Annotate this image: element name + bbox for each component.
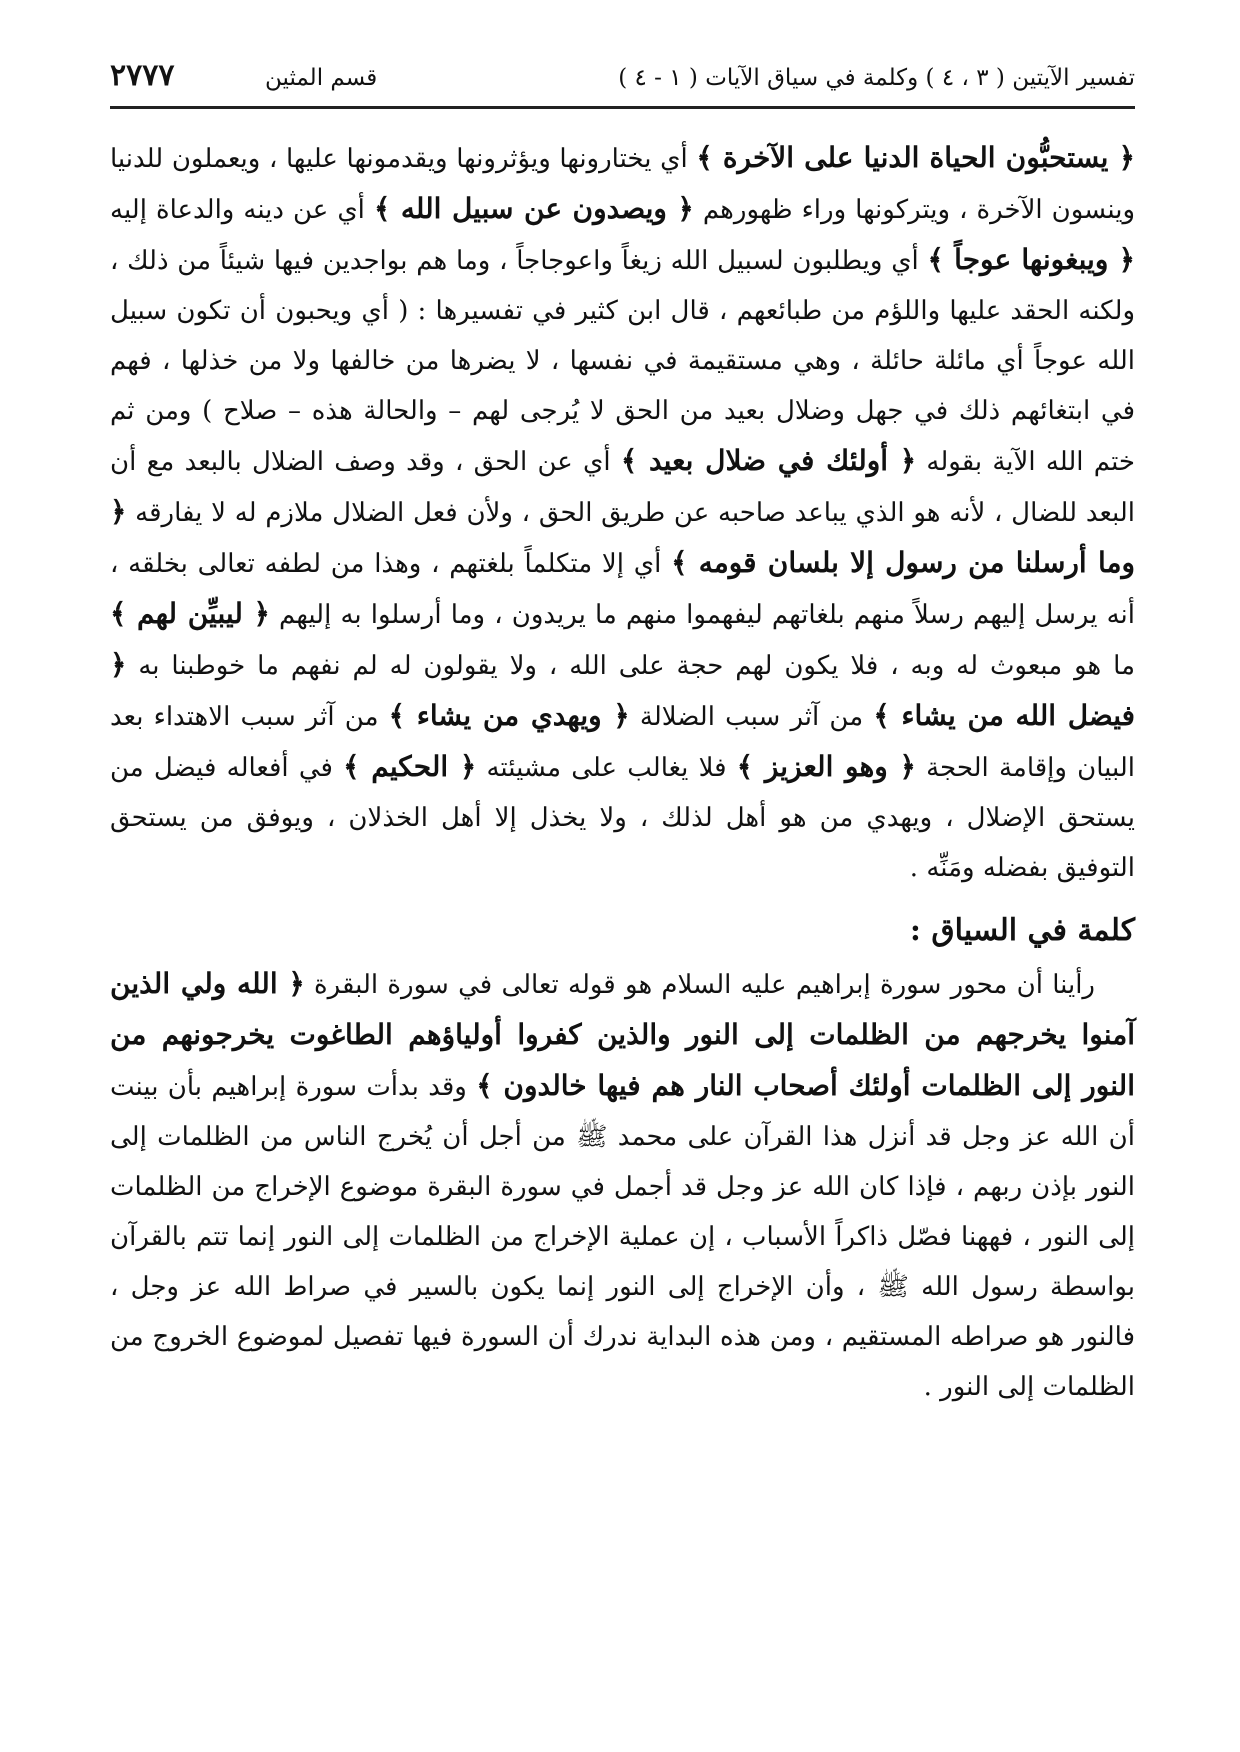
commentary-text: أي عن دينه والدعاة إليه <box>110 195 374 225</box>
commentary-text: أي عن الحق ، وقد وصف الضلال بالبعد مع أن البعد للضال ، لأنه هو الذي يباعد صاحبه عن طريق الحق ، ولأن فعل الضلال ملازم له لا يفارقه <box>110 447 1135 528</box>
commentary-text: رأينا أن محور سورة إبراهيم عليه السلام هو قوله تعالى في سورة البقرة <box>304 970 1095 1000</box>
quran-quote: ﴿ وما أرسلنا من رسول إلا بلسان قومه ﴾ <box>110 495 1135 579</box>
quran-quote: ﴿ ويصدون عن سبيل الله ﴾ <box>373 192 694 225</box>
quran-quote: ﴿ ليبيِّن لهم ﴾ <box>110 597 270 630</box>
commentary-text: فلا يغالب على مشيئته <box>476 753 737 783</box>
quran-quote: ﴿ أولئك في ضلال بعيد ﴾ <box>620 444 917 477</box>
quran-quote: ﴿ الله ولي الذين آمنوا يخرجهم من الظلمات إلى النور والذين كفروا أولياؤهم الطاغوت يخرجونهم من النور إلى الظلمات أولئك أصحاب النار هم فيها خالدون ﴾ <box>110 967 1135 1102</box>
quran-quote: ﴿ ويهدي من يشاء ﴾ <box>388 699 630 732</box>
header-title: تفسير الآيتين ( ٣ ، ٤ ) وكلمة في سياق الآيات ( ١ - ٤ ) <box>618 65 1135 91</box>
quran-quote: ﴿ فيضل الله من يشاء ﴾ <box>110 648 1136 732</box>
header-section: قسم المثين <box>265 65 378 91</box>
commentary-text: في أفعاله فيضل من يستحق الإضلال ، ويهدي من هو أهل لذلك ، ولا يخذل إلا أهل الخذلان ، ويوفق من يستحق التوفيق بفضله ومَنِّه . <box>110 753 1135 883</box>
header-divider <box>110 106 1135 109</box>
page-number: ٢٧٧٧ <box>110 58 175 93</box>
paragraph-tafsir <box>110 133 1135 893</box>
commentary-text: من آثر سبب الاهتداء بعد البيان وإقامة الحجة <box>110 702 1135 783</box>
commentary-text: وقد بدأت سورة إبراهيم بأن بينت أن الله عز وجل قد أنزل هذا القرآن على محمد ﷺ من أجل أن يُخرج الناس من الظلمات إلى النور بإذن ربهم ، فإذا كان الله عز وجل قد أجمل في سورة البقرة موضوع الإخراج من الظلمات إلى النور ، فههنا فصّل ذاكراً الأسباب ، إن عملية الإخراج من الظلمات إلى النور إنما تتم بالقرآن بواسطة رسول الله ﷺ ، وأن الإخراج إلى النور إنما يكون بالسير في صراط الله عز وجل ، فالنور هو صراطه المستقيم ، ومن هذه البداية ندرك أن السورة فيها تفصيل لموضوع الخروج من الظلمات إلى النور . <box>110 1072 1135 1402</box>
quran-quote: ﴿ وهو العزيز ﴾ <box>736 750 916 783</box>
body-text <box>110 133 1135 1412</box>
section-heading: كلمة في السياق : <box>909 913 1135 948</box>
commentary-text: أي ويطلبون لسبيل الله زيغاً واعوجاجاً ، وما هم بواجدين فيها شيئاً من ذلك ، ولكنه الحقد عليها واللؤم من طبائعهم ، قال ابن كثير في تفسيرها : ( أي ويحبون أن تكون سبيل الله عوجاً أي مائلة حائلة ، وهي مستقيمة في نفسها ، لا يضرها من خالفها ولا من خذلها ، فهم في ابتغائهم ذلك في جهل وضلال بعيد من الحق لا يُرجى لهم – والحالة هذه – صلاح ) ومن ثم ختم الله الآية بقوله <box>110 246 1135 477</box>
quran-quote: ﴿ الحكيم ﴾ <box>343 750 477 783</box>
commentary-text: أي إلا متكلماً بلغتهم ، وهذا من لطفه تعالى بخلقه ، أنه يرسل إليهم رسلاً منهم بلغاتهم ليفهموا منهم ما يريدون ، وما أرسلوا به إليهم <box>110 549 1135 630</box>
paragraph-context <box>110 959 1135 1412</box>
quran-quote: ﴿ يستحبُّون الحياة الدنيا على الآخرة ﴾ <box>696 141 1135 174</box>
running-header <box>110 58 1135 98</box>
commentary-text: أي يختارونها ويؤثرونها ويقدمونها عليها ، ويعملون للدنيا وينسون الآخرة ، ويتركونها وراء ظهورهم <box>110 144 1136 225</box>
commentary-text: ما هو مبعوث له وبه ، فلا يكون لهم حجة على الله ، ولا يقولون له لم نفهم ما خوطبنا به <box>126 651 1135 681</box>
commentary-text: من آثر سبب الضلالة <box>629 702 874 732</box>
quran-quote: ﴿ ويبغونها عوجاً ﴾ <box>927 243 1135 276</box>
